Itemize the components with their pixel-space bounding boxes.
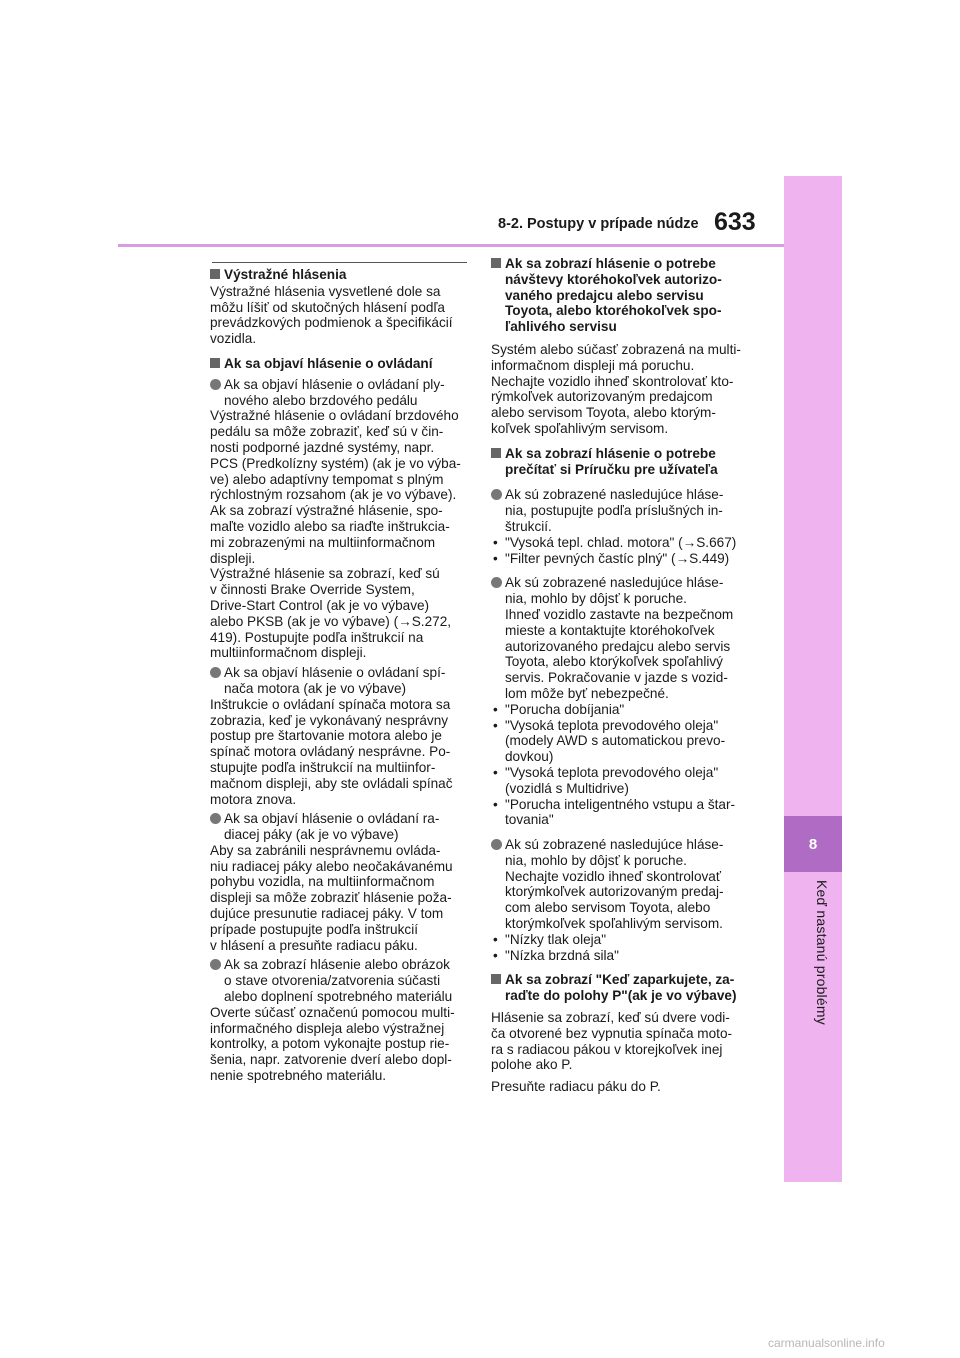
- square-bullet-icon: [210, 358, 220, 368]
- circle-bullet-icon: [491, 839, 502, 850]
- left-column: [210, 267, 470, 1084]
- square-bullet-icon: [210, 269, 220, 279]
- bullet-follow-instructions: Ak sú zobrazené nasledujúce hláse- nia, postupujte podľa príslušných in- štrukcií.: [491, 487, 753, 534]
- chapter-title: Keď nastanú problémy: [814, 880, 830, 1025]
- paragraph: Výstražné hlásenie o ovládaní brzdového pedálu sa môže zobraziť, keď sú v čin- nosti podporné jazdné systémy, napr. PCS (Predkolízny systém) (ak je vo výba- ve) alebo adaptívny tempomat s plným rýchlostným rozsahom (ak je vo výbave). Ak sa zobrazí výstražné hlásenie, spo- maľte vozidlo alebo sa riaďte inštrukcia- mi zobrazenými na multiinformačnom displeji. Výstražné hlásenie sa zobrazí, keď sú v činnosti Brake Override System, Drive-Start Control (ak je vo výbave) alebo PKSB (ak je vo výbave) (→S.272, 419). Postupujte podľa inštrukcií na multiinformačnom displeji.: [210, 408, 461, 661]
- paragraph: Výstražné hlásenia vysvetlené dole sa môžu líšiť od skutočných hlásení podľa prevádzkových podmienok a špecifikácií vozidla.: [210, 283, 453, 347]
- section-title: 8-2. Postupy v prípade núdze: [498, 216, 699, 232]
- page-number: 633: [714, 208, 756, 236]
- circle-bullet-icon: [210, 379, 221, 390]
- circle-bullet-icon: [491, 489, 502, 500]
- circle-bullet-icon: [210, 813, 221, 824]
- chapter-number-badge: 8: [784, 816, 842, 872]
- list-item: • "Nízka brzdná sila": [493, 947, 619, 963]
- heading-warning-messages: Výstražné hlásenia: [210, 267, 470, 283]
- right-column: [491, 256, 753, 1095]
- paragraph: Hlásenie sa zobrazí, keď sú dvere vodi- ča otvorené bez vypnutia spínača moto- ra s radiacou pákou v ktorejkoľvek inej polohe ako P.: [491, 1010, 733, 1073]
- list-item: • "Filter pevných častíc plný" (→S.449): [493, 550, 730, 566]
- bullet-engine-switch-message: Ak sa objaví hlásenie o ovládaní spí- nača motora (ak je vo výbave): [210, 665, 470, 697]
- header-divider: [118, 244, 784, 247]
- heading-park-message: Ak sa zobrazí "Keď zaparkujete, za- raďte do polohy P"(ak je vo výbave): [491, 972, 753, 1004]
- list-item: • "Vysoká tepl. chlad. motora" (→S.667): [493, 534, 737, 550]
- heading-manual-message: Ak sa zobrazí hlásenie o potrebe prečítať si Príručku pre užívateľa: [491, 446, 753, 478]
- paragraph: Aby sa zabránili nesprávnemu ovláda- niu radiacej páky alebo neočakávanému pohybu vozidla, na multiinformačnom displeji sa môže zobraziť hlásenie poža- dujúce presunutie radiacej páky. V tom prípade postupujte podľa inštrukcií v hlásení a presuňte radiacu páku.: [210, 842, 453, 953]
- list-item: • "Vysoká teplota prevodového oleja" (modely AWD s automatickou prevo- dovkou): [493, 717, 726, 765]
- paragraph: Inštrukcie o ovládaní spínača motora sa zobrazia, keď je vykonávaný nesprávny postup pre štartovanie motora alebo je spínač motora ovládaný nesprávne. Po- stupujte podľa inštrukcií na multiinfor- mačnom displeji, aby ste ovládali spínač motora znova.: [210, 696, 453, 807]
- square-bullet-icon: [491, 448, 501, 458]
- column-divider: [212, 262, 467, 263]
- square-bullet-icon: [491, 258, 501, 268]
- heading-service-message: Ak sa zobrazí hlásenie o potrebe návštevy ktoréhokoľvek autorizo- vaného predajcu alebo servisu Toyota, alebo ktoréhokoľvek spo- ľahlivého servisu: [491, 256, 753, 335]
- bullet-pedal-message: Ak sa objaví hlásenie o ovládaní ply- nového alebo brzdového pedálu: [210, 377, 470, 409]
- paragraph: Overte súčasť označenú pomocou multi- informačného displeja alebo výstražnej kontrolky, a potom vykonajte postup rie- šenia, napr. zatvorenie dverí alebo dopl- nenie spotrebného materiálu.: [210, 1004, 455, 1084]
- watermark: carmanualsonline.info: [768, 1336, 885, 1350]
- bullet-shift-lever-message: Ak sa objaví hlásenie o ovládaní ra- diacej páky (ak je vo výbave): [210, 811, 470, 843]
- bullet-open-close-message: Ak sa zobrazí hlásenie alebo obrázok o stave otvorenia/zatvorenia súčasti alebo doplnení spotrebného materiálu: [210, 957, 470, 1004]
- paragraph: Systém alebo súčasť zobrazená na multi- informačnom displeji má poruchu. Nechajte vozidlo ihneď skontrolovať kto- rýmkoľvek autorizovaným predajcom alebo servisom Toyota, alebo ktorým- koľvek spoľahlivým servisom.: [491, 341, 741, 436]
- list-item: • "Porucha inteligentného vstupu a štar- tovania": [493, 796, 736, 828]
- list-item: • "Vysoká teplota prevodového oleja" (vozidlá s Multidrive): [493, 764, 719, 796]
- circle-bullet-icon: [210, 959, 221, 970]
- circle-bullet-icon: [491, 577, 502, 588]
- bullet-inspect-vehicle: Ak sú zobrazené nasledujúce hláse- nia, mohlo by dôjsť k poruche. Nechajte vozidlo ihneď skontrolovať ktorýmkoľvek autorizovaným predaj- com alebo servisom Toyota, alebo ktorýmkoľvek spoľahlivým servisom.: [491, 837, 753, 932]
- bullet-stop-vehicle: Ak sú zobrazené nasledujúce hláse- nia, mohlo by dôjsť k poruche. Ihneď vozidlo zastavte na bezpečnom mieste a kontaktujte ktoréhokoľvek autorizovaného predajcu alebo servis Toyota, alebo ktorýkoľvek spoľahlivý servis. Pokračovanie v jazde s vozid- lom môže byť nebezpečné.: [491, 575, 753, 701]
- paragraph: Presuňte radiacu páku do P.: [491, 1079, 661, 1095]
- list-item: • "Porucha dobíjania": [493, 701, 625, 717]
- heading-control-message: Ak sa objaví hlásenie o ovládaní: [210, 356, 470, 372]
- square-bullet-icon: [491, 974, 501, 984]
- circle-bullet-icon: [210, 667, 221, 678]
- list-item: • "Nízky tlak oleja": [493, 931, 607, 947]
